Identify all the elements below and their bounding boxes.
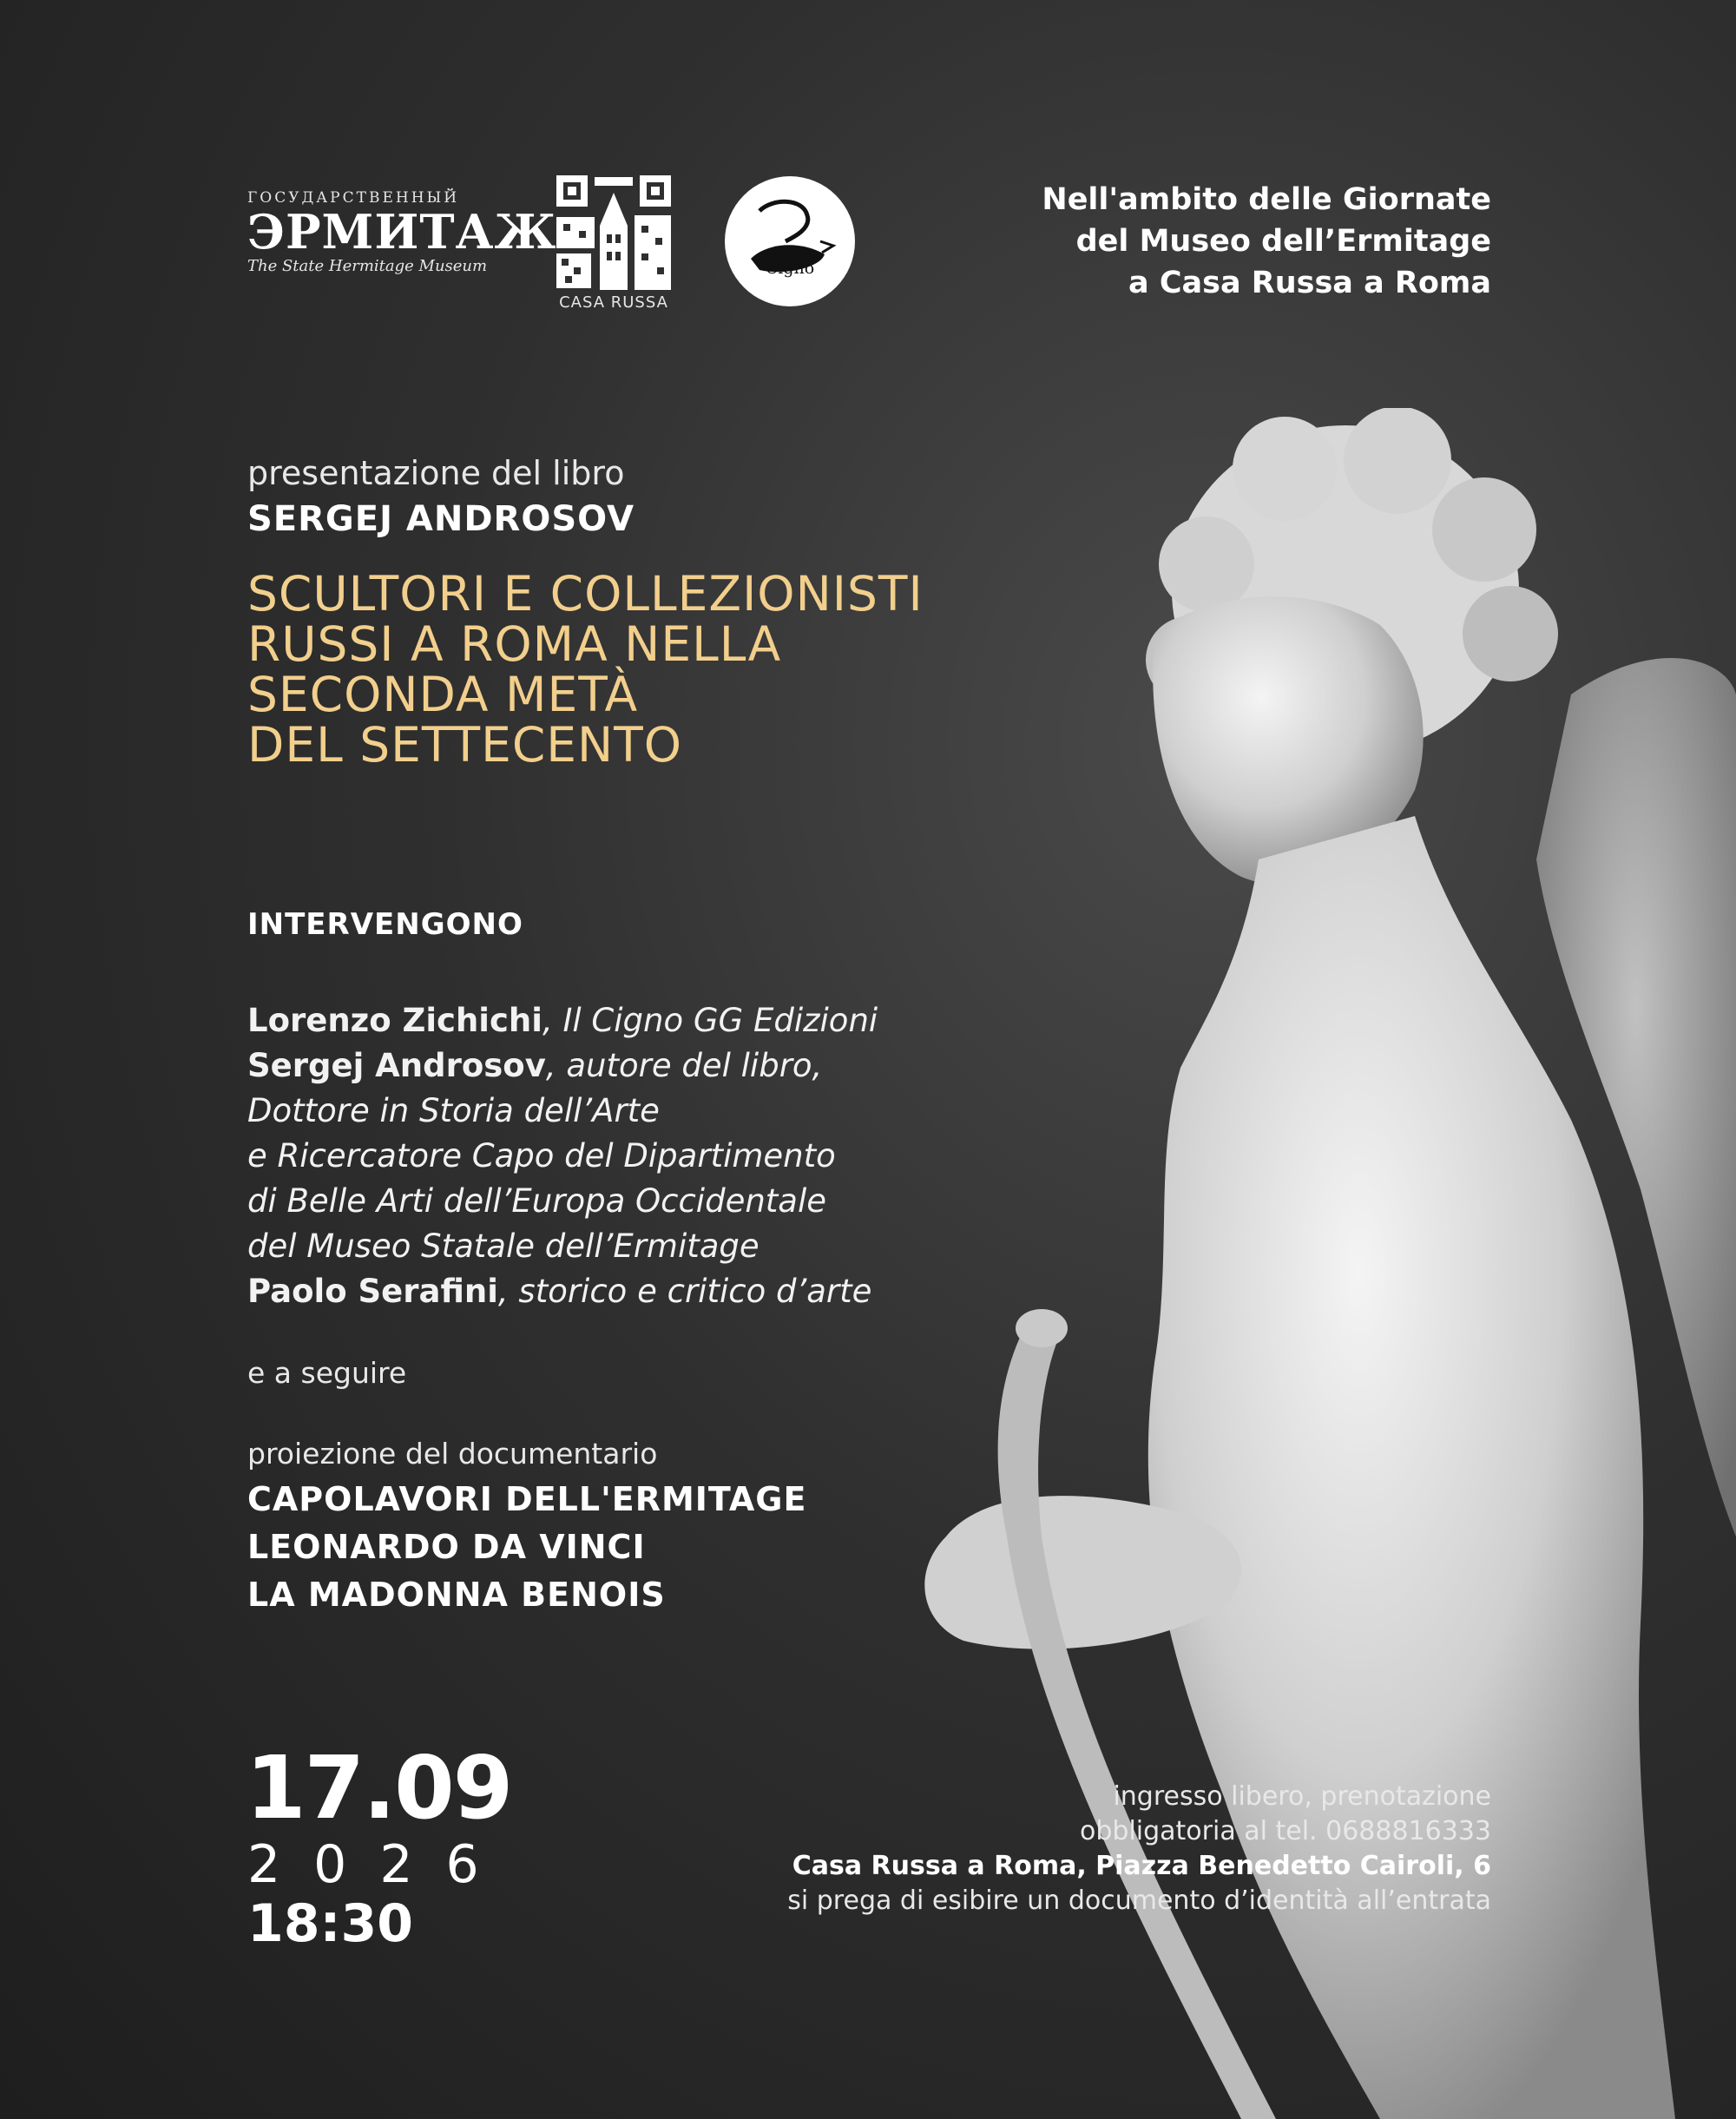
book-title-line-3: SECONDA METÀ — [247, 667, 639, 722]
casa-russa-logo — [554, 174, 674, 312]
event-info — [787, 1780, 1491, 1918]
header-context — [1042, 179, 1491, 304]
event-time: 18:30 — [247, 1893, 413, 1954]
info-line-4: si prega di esibire un documento d’identità all’entrata — [787, 1885, 1491, 1916]
author-name: SERGEJ ANDROSOV — [247, 499, 635, 539]
speakers-list — [247, 998, 878, 1314]
cigno-logo — [725, 176, 855, 306]
header-line-1: Nell'ambito delle Giornate — [1042, 182, 1491, 217]
proiezione-label: proiezione del documentario — [247, 1437, 658, 1471]
speaker-3-name: Paolo Serafini — [247, 1273, 498, 1310]
film-title-3: LA MADONNA BENOIS — [247, 1576, 666, 1614]
book-title — [247, 566, 924, 773]
book-title-line-2: RUSSI A ROMA NELLA — [247, 616, 782, 672]
event-year: 2026 — [247, 1834, 512, 1895]
speaker-2 — [247, 1043, 878, 1089]
documentary-titles — [247, 1476, 806, 1619]
swan-icon — [725, 176, 855, 306]
venue-address: Casa Russa a Roma, Piazza Benedetto Cairoli, 6 — [792, 1851, 1491, 1881]
speaker-1-role: , Il Cigno GG Edizioni — [542, 1002, 878, 1039]
speakers-heading: INTERVENGONO — [247, 907, 523, 942]
cigno-label: Cigno — [765, 259, 815, 278]
casa-russa-qr-icon — [555, 174, 673, 290]
event-date: 17.09 — [246, 1737, 512, 1839]
e-a-seguire-label: e a seguire — [247, 1356, 407, 1390]
speaker-1-name: Lorenzo Zichichi — [247, 1002, 542, 1039]
speaker-3-role: , storico e critico d’arte — [497, 1273, 872, 1310]
film-title-1: CAPOLAVORI DELL'ERMITAGE — [247, 1480, 807, 1518]
book-title-line-4: DEL SETTECENTO — [247, 717, 683, 773]
hermitage-logo-main: ЭРМИТАЖ — [247, 204, 557, 260]
speaker-2-role-line-5: del Museo Statale dell’Ermitage — [247, 1227, 760, 1265]
speaker-3 — [247, 1269, 878, 1314]
info-line-1: ingresso libero, prenotazione — [1113, 1781, 1491, 1812]
speaker-2-role-line-2: Dottore in Storia dell’Arte — [247, 1092, 660, 1129]
header-line-3: a Casa Russa a Roma — [1128, 266, 1491, 300]
header-line-2: del Museo dell’Ermitage — [1075, 224, 1491, 259]
film-title-2: LEONARDO DA VINCI — [247, 1528, 646, 1566]
hermitage-logo — [247, 189, 557, 275]
info-line-2: obbligatoria al tel. 0688816333 — [1080, 1816, 1491, 1846]
speaker-2-name: Sergej Androsov — [247, 1047, 546, 1084]
presentazione-label: presentazione del libro — [247, 454, 625, 492]
book-title-line-1: SCULTORI E COLLEZIONISTI — [247, 566, 924, 622]
hermitage-logo-top: ГОСУДАРСТВЕННЫЙ — [247, 189, 460, 207]
speaker-2-role: , autore del libro, — [545, 1047, 823, 1084]
hermitage-logo-sub: The State Hermitage Museum — [247, 257, 488, 275]
speaker-1 — [247, 998, 878, 1043]
speaker-2-role-line-4: di Belle Arti dell’Europa Occidentale — [247, 1182, 827, 1220]
speaker-2-role-line-3: e Ricercatore Capo del Dipartimento — [247, 1137, 836, 1175]
casa-russa-label: CASA RUSSA — [559, 293, 668, 312]
